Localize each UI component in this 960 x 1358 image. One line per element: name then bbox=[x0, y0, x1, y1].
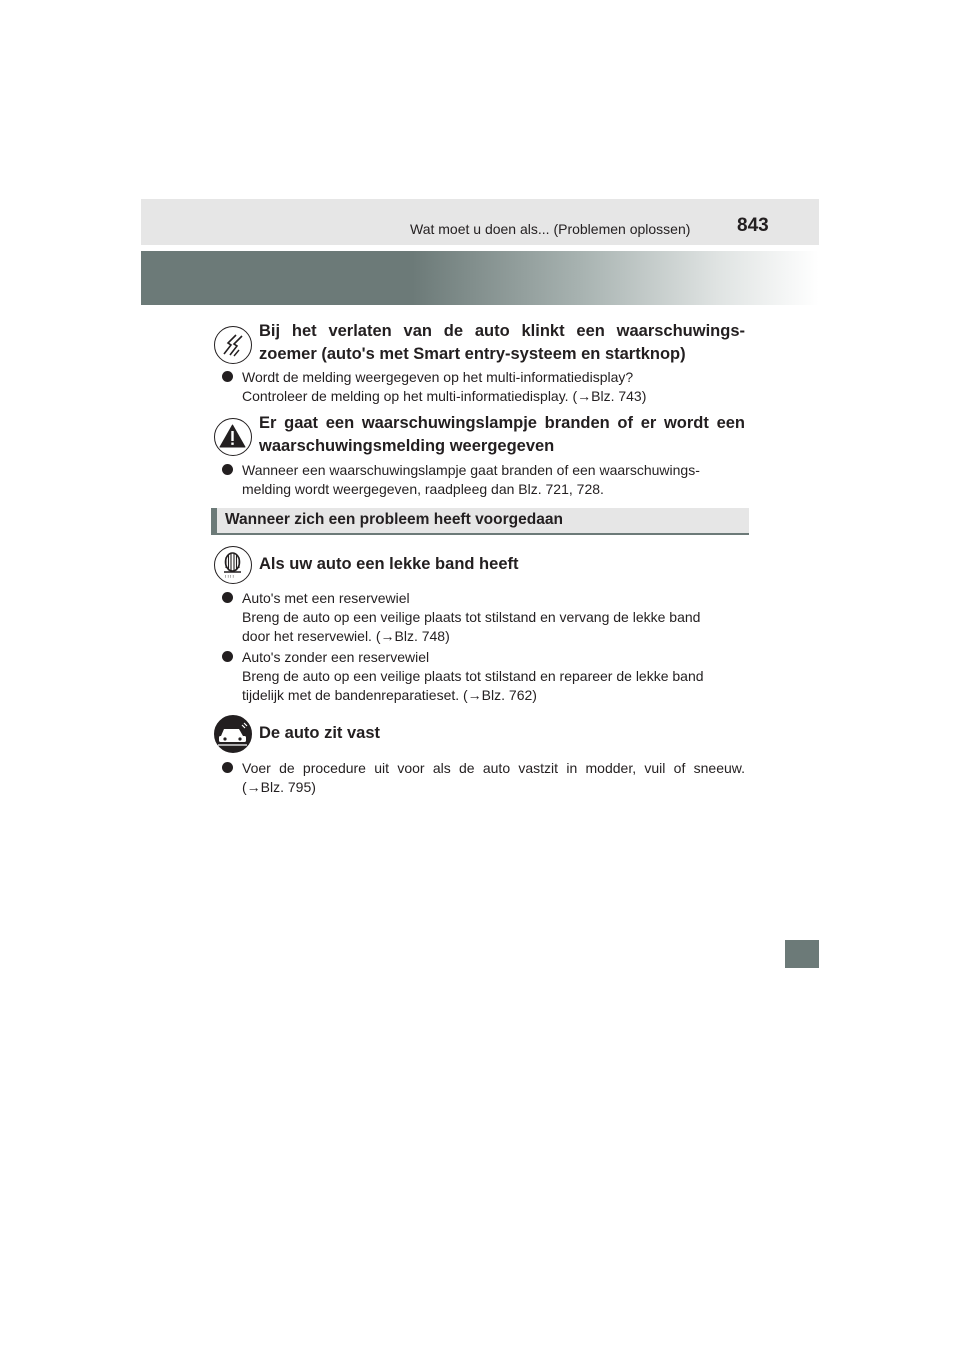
tire-icon bbox=[214, 546, 252, 584]
bullet-dot bbox=[222, 464, 233, 475]
bullet-dot bbox=[222, 762, 233, 773]
bullet-item bbox=[222, 759, 745, 797]
section-heading-flat-tire: Als uw auto een lekke band heeft bbox=[259, 555, 519, 573]
heading-line: Bij het verlaten van de auto klinkt een waarschuwings- bbox=[259, 322, 745, 340]
bullet-text: Controleer de melding op het multi-informatiedisplay. (→Blz. 743) bbox=[242, 388, 647, 404]
bullet-text: Voer de procedure uit voor als de auto vastzit in modder, vuil of sneeuw. bbox=[242, 760, 745, 776]
bullet-text: Wanneer een waarschuwingslampje gaat branden of een waarschuwings- bbox=[242, 462, 700, 478]
chapter-side-tab bbox=[785, 940, 819, 968]
bullet-text: (→Blz. 795) bbox=[242, 779, 316, 795]
bullet-text: Auto's met een reservewiel bbox=[242, 590, 410, 606]
bullet-text: Auto's zonder een reservewiel bbox=[242, 649, 430, 665]
stuck-car-icon bbox=[214, 715, 252, 753]
bullet-dot bbox=[222, 592, 233, 603]
section-heading-warning-line2 bbox=[259, 435, 745, 457]
bullet-item bbox=[222, 461, 745, 499]
heading-line: waarschuwingsmelding weergegeven bbox=[259, 437, 555, 455]
bullet-item bbox=[222, 648, 745, 705]
header-title: Wat moet u doen als... (Problemen oplossen) bbox=[410, 221, 691, 237]
bullet-text: melding wordt weergegeven, raadpleeg dan Blz. 721, 728. bbox=[242, 481, 604, 497]
buzzer-icon bbox=[214, 326, 252, 364]
heading-line: zoemer (auto's met Smart entry-systeem en startknop) bbox=[259, 345, 686, 363]
bullet-dot bbox=[222, 371, 233, 382]
bullet-item bbox=[222, 368, 745, 406]
bullet-dot bbox=[222, 651, 233, 662]
warning-triangle-icon bbox=[214, 418, 252, 456]
banner-accent bbox=[211, 508, 217, 533]
bullet-text: door het reservewiel. (→Blz. 748) bbox=[242, 628, 450, 644]
svg-text:! ! ! !: ! ! ! ! bbox=[225, 574, 234, 579]
chapter-gradient-bar bbox=[141, 251, 819, 305]
section-heading-buzzer-line2 bbox=[259, 343, 745, 365]
bullet-text: Wordt de melding weergegeven op het multi-informatiedisplay? bbox=[242, 369, 634, 385]
section-banner bbox=[211, 508, 749, 535]
banner-label: Wanneer zich een probleem heeft voorgedaan bbox=[225, 511, 563, 528]
page-number: 843 bbox=[737, 215, 769, 236]
section-heading-stuck: De auto zit vast bbox=[259, 724, 381, 742]
section-heading-buzzer bbox=[259, 320, 745, 342]
heading-line: Er gaat een waarschuwingslampje branden of er wordt een bbox=[259, 414, 745, 432]
section-heading-warning bbox=[259, 412, 745, 434]
bullet-text: Breng de auto op een veilige plaats tot stilstand en repareer de lekke band bbox=[242, 668, 704, 684]
bullet-text: Breng de auto op een veilige plaats tot stilstand en vervang de lekke band bbox=[242, 609, 701, 625]
bullet-item bbox=[222, 589, 745, 646]
bullet-text: tijdelijk met de bandenreparatieset. (→Blz. 762) bbox=[242, 687, 537, 703]
